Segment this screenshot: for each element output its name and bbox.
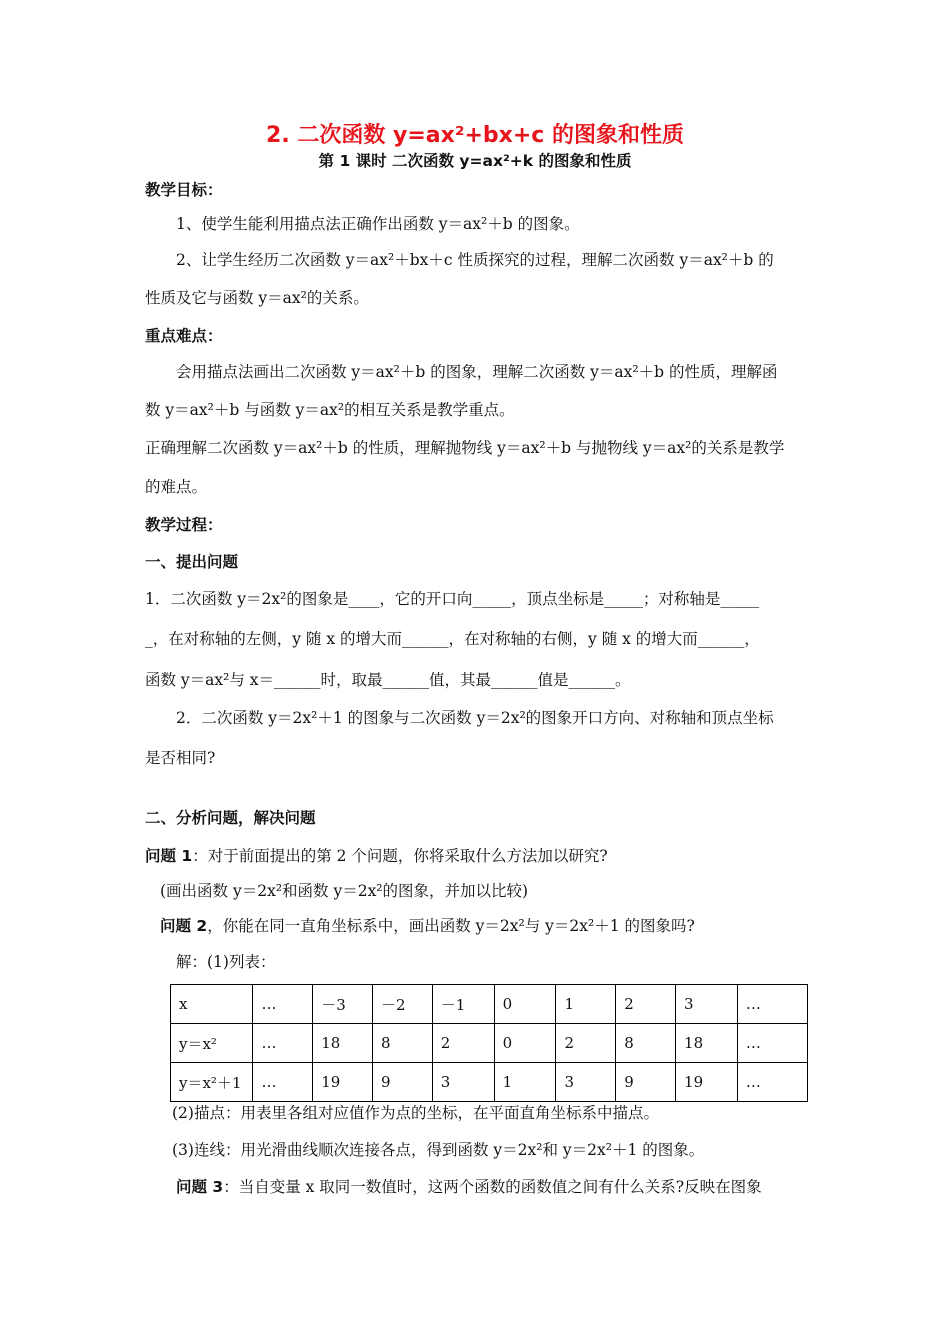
table-cell: －1	[432, 985, 494, 1024]
table-cell: 2	[616, 985, 676, 1024]
key-point-1-line-1: 会用描点法画出二次函数 y＝ax²＋b 的图象，理解二次函数 y＝ax²＋b 的性质，理解函	[176, 363, 778, 381]
table-cell: －3	[313, 985, 373, 1024]
process-heading: 教学过程：	[145, 516, 223, 534]
question-1-line-1: 1．二次函数 y＝2x²的图象是____，它的开口向_____，顶点坐标是_____；对称轴是_____	[145, 590, 760, 608]
key-point-2-line-1: 正确理解二次函数 y＝ax²＋b 的性质，理解抛物线 y＝ax²＋b 与抛物线 y＝ax²的关系是教学	[145, 439, 785, 457]
table-row	[171, 1063, 808, 1102]
question-2-line-1: 2．二次函数 y＝2x²＋1 的图象与二次函数 y＝2x²的图象开口方向、对称轴和顶点坐标	[176, 709, 774, 727]
goal-item-2-line-2: 性质及它与函数 y＝ax²的关系。	[145, 289, 369, 307]
table-cell: 3	[556, 1063, 616, 1102]
problem-1	[145, 846, 608, 866]
table-cell: 18	[313, 1024, 373, 1063]
table-cell: 0	[494, 985, 556, 1024]
solution-step-2: (2)描点：用表里各组对应值作为点的坐标，在平面直角坐标系中描点。	[172, 1104, 659, 1122]
table-cell: 2	[432, 1024, 494, 1063]
table-cell: 1	[494, 1063, 556, 1102]
key-point-2-line-2: 的难点。	[145, 478, 208, 496]
goal-item-2-line-1: 2、让学生经历二次函数 y＝ax²＋bx＋c 性质探究的过程，理解二次函数 y＝ax²＋b 的	[176, 251, 774, 269]
problem-3-text: ：当自变量 x 取同一数值时，这两个函数的函数值之间有什么关系?反映在图象	[223, 1178, 762, 1196]
problem-1-hint: (画出函数 y＝2x²和函数 y＝2x²的图象，并加以比较)	[160, 882, 529, 900]
table-cell: 18	[676, 1024, 738, 1063]
problem-2-label: 问题 2	[160, 917, 208, 935]
table-cell: 8	[373, 1024, 433, 1063]
problem-2	[160, 916, 695, 936]
key-point-1-line-2: 数 y＝ax²＋b 与函数 y＝ax²的相互关系是教学重点。	[145, 401, 515, 419]
solution-step-1: 解：(1)列表：	[176, 953, 276, 971]
table-cell: －2	[373, 985, 433, 1024]
table-row	[171, 985, 808, 1024]
question-1-line-3: 函数 y＝ax²与 x＝______时，取最______值，其最______值是______。	[145, 671, 631, 689]
table-cell: …	[737, 985, 807, 1024]
table-row	[171, 1024, 808, 1063]
table-cell: y＝x²	[171, 1024, 253, 1063]
table-cell: 3	[676, 985, 738, 1024]
table-cell: …	[253, 1024, 313, 1063]
table-cell: …	[253, 1063, 313, 1102]
section-1-heading: 一、提出问题	[145, 553, 239, 571]
table-cell: 2	[556, 1024, 616, 1063]
question-1-line-2: _，在对称轴的左侧，y 随 x 的增大而______，在对称轴的右侧，y 随 x 的增大而______，	[145, 630, 760, 648]
table-cell: 19	[313, 1063, 373, 1102]
table-cell: x	[171, 985, 253, 1024]
key-points-heading: 重点难点：	[145, 327, 223, 345]
problem-1-label: 问题 1	[145, 847, 193, 865]
goals-heading: 教学目标：	[145, 181, 223, 199]
problem-2-text: ，你能在同一直角坐标系中，画出函数 y＝2x²与 y＝2x²＋1 的图象吗?	[207, 917, 695, 935]
section-2-heading: 二、分析问题，解决问题	[145, 809, 316, 827]
goal-item-1: 1、使学生能利用描点法正确作出函数 y＝ax²＋b 的图象。	[176, 215, 580, 233]
problem-3-label: 问题 3	[176, 1178, 224, 1196]
table-cell: 0	[494, 1024, 556, 1063]
question-2-line-2: 是否相同?	[145, 749, 216, 767]
table-cell: …	[737, 1063, 807, 1102]
table-cell: 9	[373, 1063, 433, 1102]
table-cell: …	[253, 985, 313, 1024]
table-cell: 9	[616, 1063, 676, 1102]
table-cell: 19	[676, 1063, 738, 1102]
document-title: 2. 二次函数 y=ax²+bx+c 的图象和性质	[266, 123, 684, 148]
values-table	[170, 984, 808, 1102]
table-cell: 1	[556, 985, 616, 1024]
problem-3	[176, 1177, 762, 1197]
table-cell: 3	[432, 1063, 494, 1102]
table-cell: 8	[616, 1024, 676, 1063]
lesson-subtitle: 第 1 课时 二次函数 y=ax²+k 的图象和性质	[318, 152, 632, 170]
solution-step-3: (3)连线：用光滑曲线顺次连接各点，得到函数 y＝2x²和 y＝2x²＋1 的图象。	[172, 1141, 705, 1159]
table-cell: …	[737, 1024, 807, 1063]
table-cell: y＝x²＋1	[171, 1063, 253, 1102]
problem-1-text: ：对于前面提出的第 2 个问题，你将采取什么方法加以研究?	[192, 847, 608, 865]
